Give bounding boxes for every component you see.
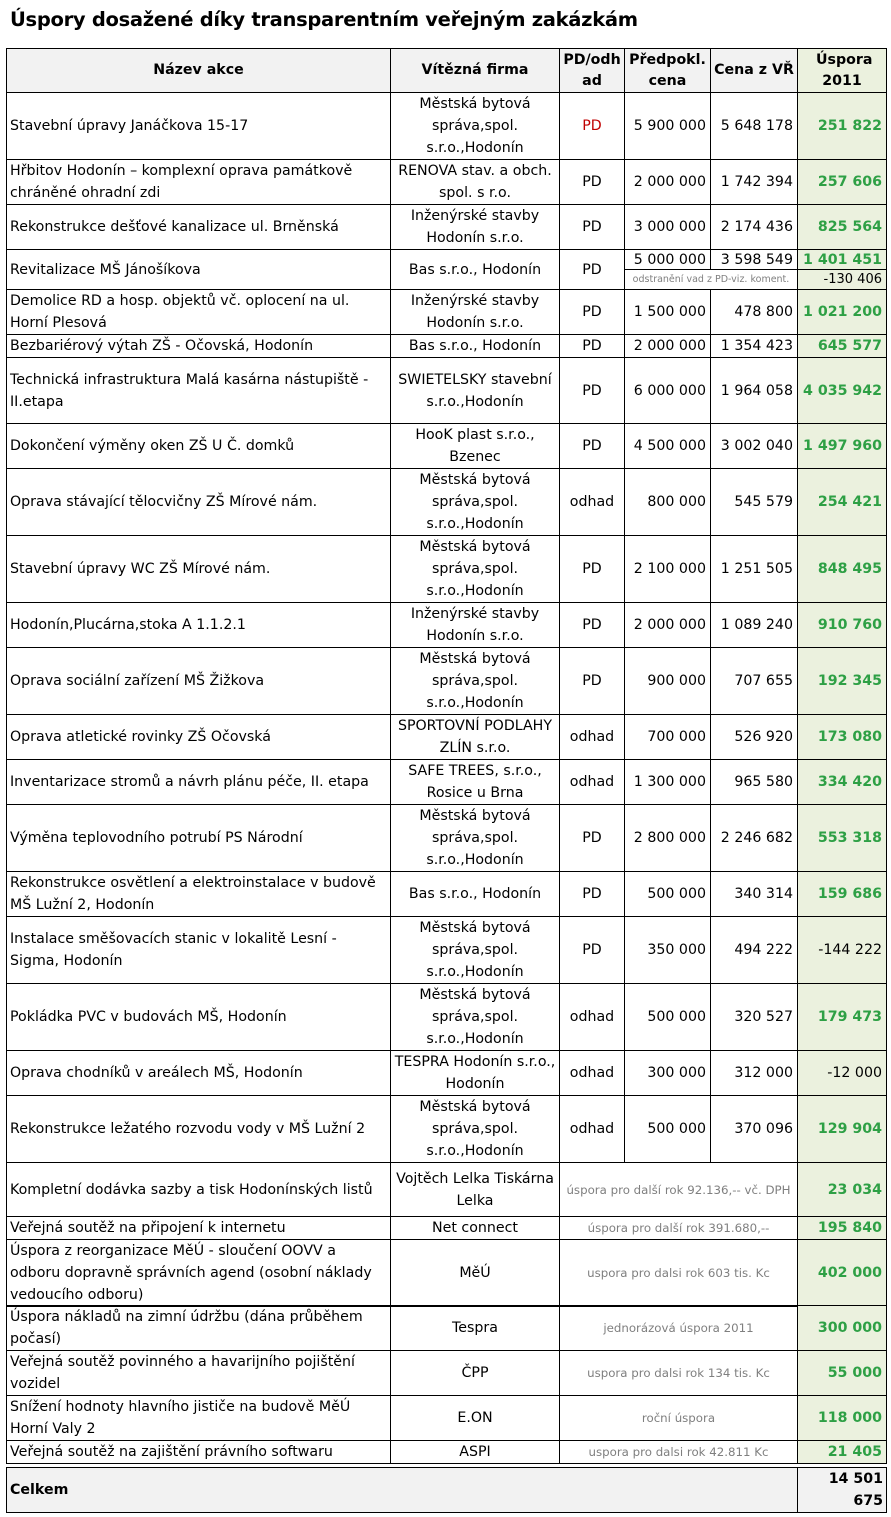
row-note: jednorázová úspora 2011 [560,1306,798,1351]
table-row [7,358,887,424]
row-name: Instalace směšovacích stanic v lokalitě Lesní - Sigma, Hodonín [7,917,391,984]
row-saving: 553 318 [798,805,887,872]
row-planned: 800 000 [625,469,711,536]
header-saving: Úspora 2011 [798,49,887,93]
row-saving: 129 904 [798,1096,887,1163]
row-planned: 6 000 000 [625,358,711,424]
row-saving: 195 840 [798,1217,887,1240]
table-row [7,1351,887,1396]
row-saving: 173 080 [798,715,887,760]
row-saving: 910 760 [798,603,887,648]
row-price: 2 174 436 [711,205,798,250]
row-planned: 2 800 000 [625,805,711,872]
table-row [7,760,887,805]
row-planned: 1 300 000 [625,760,711,805]
row-saving: 257 606 [798,160,887,205]
header-name: Název akce [7,49,391,93]
row-saving: 179 473 [798,984,887,1051]
row-firm: HooK plast s.r.o., Bzenec [391,424,560,469]
row-name: Demolice RD a hosp. objektů vč. oplocení na ul. Horní Plesová [7,290,391,335]
table-row [7,1240,887,1307]
row-pd: PD [560,805,625,872]
row-pd: PD [560,603,625,648]
row-firm: MěÚ [391,1240,560,1307]
row-firm: Městská bytová správa,spol. s.r.o.,Hodonín [391,984,560,1051]
row-firm: Městská bytová správa,spol. s.r.o.,Hodonín [391,469,560,536]
row-firm: Městská bytová správa,spol. s.r.o.,Hodonín [391,805,560,872]
total-value: 14 501 675 [798,1468,887,1513]
table-row [7,1096,887,1163]
row-planned: 500 000 [625,984,711,1051]
table-row [7,917,887,984]
row-saving: 251 822 [798,93,887,160]
row-firm: Městská bytová správa,spol. s.r.o.,Hodonín [391,93,560,160]
header-price: Cena z VŘ [711,49,798,93]
table-row [7,205,887,250]
row-planned: 3 000 000 [625,205,711,250]
row-planned: 500 000 [625,1096,711,1163]
row-price: 1 089 240 [711,603,798,648]
row-name: Stavební úpravy Janáčkova 15-17 [7,93,391,160]
row-planned: 300 000 [625,1051,711,1096]
total-label: Celkem [7,1468,798,1513]
table-row [7,1306,887,1351]
row-subnote: odstranění vad z PD-viz. koment. [625,270,798,290]
row-note: úspora pro další rok 391.680,-- [560,1217,798,1240]
row-sub-saving: -130 406 [798,270,887,290]
row-price: 3 598 549 [711,250,798,270]
row-saving: 55 000 [798,1351,887,1396]
table-row [7,603,887,648]
row-pd: PD [560,648,625,715]
row-note: uspora pro dalsi rok 603 tis. Kc [560,1240,798,1307]
row-saving: 334 420 [798,760,887,805]
row-note: úspora pro další rok 92.136,-- vč. DPH [560,1163,798,1217]
row-pd: odhad [560,1051,625,1096]
row-name: Kompletní dodávka sazby a tisk Hodonínských listů [7,1163,391,1217]
row-name: Úspora nákladů na zimní údržbu (dána průběhem počasí) [7,1306,391,1351]
row-name: Snížení hodnoty hlavního jističe na budově MěÚ Horní Valy 2 [7,1396,391,1441]
row-firm: SAFE TREES, s.r.o., Rosice u Brna [391,760,560,805]
row-price: 370 096 [711,1096,798,1163]
row-pd: PD [560,917,625,984]
row-planned: 4 500 000 [625,424,711,469]
row-pd: odhad [560,760,625,805]
table-row [7,1217,887,1240]
row-name: Oprava atletické rovinky ZŠ Očovská [7,715,391,760]
table-row [7,984,887,1051]
row-planned: 2 000 000 [625,335,711,358]
row-name: Hřbitov Hodonín – komplexní oprava památkově chráněné ohradní zdi [7,160,391,205]
row-firm: TESPRA Hodonín s.r.o., Hodonín [391,1051,560,1096]
header-planned: Předpokl. cena [625,49,711,93]
row-planned: 5 900 000 [625,93,711,160]
row-firm: ČPP [391,1351,560,1396]
table-row [7,648,887,715]
row-price: 1 964 058 [711,358,798,424]
row-name: Oprava sociální zařízení MŠ Žižkova [7,648,391,715]
row-planned: 5 000 000 [625,250,711,270]
row-pd: odhad [560,1096,625,1163]
row-planned: 2 000 000 [625,603,711,648]
row-price: 320 527 [711,984,798,1051]
row-saving: 192 345 [798,648,887,715]
page-title: Úspory dosažené díky transparentním veřejným zakázkám [10,8,638,31]
row-planned: 2 100 000 [625,536,711,603]
row-name: Veřejná soutěž na zajištění právního softwaru [7,1441,391,1464]
table-row [7,872,887,917]
row-saving: 23 034 [798,1163,887,1217]
row-price: 1 742 394 [711,160,798,205]
row-firm: Vojtěch Lelka Tiskárna Lelka [391,1163,560,1217]
row-price: 494 222 [711,917,798,984]
table-row [7,335,887,358]
table-row [7,1396,887,1441]
row-name: Veřejná soutěž povinného a havarijního pojištění vozidel [7,1351,391,1396]
row-firm: Městská bytová správa,spol. s.r.o.,Hodonín [391,917,560,984]
row-pd: odhad [560,715,625,760]
row-price: 707 655 [711,648,798,715]
row-price: 1 251 505 [711,536,798,603]
table-row [7,536,887,603]
table-row [7,93,887,160]
row-name: Technická infrastruktura Malá kasárna nástupiště - II.etapa [7,358,391,424]
row-saving: 159 686 [798,872,887,917]
row-saving: 825 564 [798,205,887,250]
row-planned: 900 000 [625,648,711,715]
row-name: Oprava chodníků v areálech MŠ, Hodonín [7,1051,391,1096]
row-saving: -144 222 [798,917,887,984]
table-row [7,1441,887,1464]
row-planned: 1 500 000 [625,290,711,335]
row-saving: 645 577 [798,335,887,358]
table-row [7,469,887,536]
header-pd: PD/odhad [560,49,625,93]
row-price: 340 314 [711,872,798,917]
row-price: 478 800 [711,290,798,335]
row-firm: E.ON [391,1396,560,1441]
table-header-row [7,49,887,93]
row-name: Rekonstrukce dešťové kanalizace ul. Brněnská [7,205,391,250]
row-saving: 4 035 942 [798,358,887,424]
table-row [7,805,887,872]
row-saving: 118 000 [798,1396,887,1441]
table-row [7,1051,887,1096]
row-price: 526 920 [711,715,798,760]
row-saving: 21 405 [798,1441,887,1464]
row-firm: Inženýrské stavby Hodonín s.r.o. [391,205,560,250]
row-name: Bezbariérový výtah ZŠ - Očovská, Hodonín [7,335,391,358]
row-pd: PD [560,205,625,250]
row-name: Dokončení výměny oken ZŠ U Č. domků [7,424,391,469]
row-firm: Bas s.r.o., Hodonín [391,335,560,358]
row-pd: PD [560,424,625,469]
total-row [7,1468,887,1513]
row-pd: PD [560,536,625,603]
row-firm: Net connect [391,1217,560,1240]
row-firm: Inženýrské stavby Hodonín s.r.o. [391,290,560,335]
row-note: uspora pro dalsi rok 42.811 Kc [560,1441,798,1464]
row-name: Hodonín,Plucárna,stoka A 1.1.2.1 [7,603,391,648]
row-pd: PD [560,160,625,205]
savings-table-other [6,1305,887,1464]
row-name: Revitalizace MŠ Jánošíkova [7,250,391,290]
row-firm: Městská bytová správa,spol. s.r.o.,Hodonín [391,648,560,715]
row-name: Stavební úpravy WC ZŠ Mírové nám. [7,536,391,603]
row-name: Rekonstrukce osvětlení a elektroinstalace v budově MŠ Lužní 2, Hodonín [7,872,391,917]
row-pd: PD [560,358,625,424]
row-saving: 402 000 [798,1240,887,1307]
row-name: Rekonstrukce ležatého rozvodu vody v MŠ Lužní 2 [7,1096,391,1163]
row-saving: 300 000 [798,1306,887,1351]
row-firm: Městská bytová správa,spol. s.r.o.,Hodonín [391,1096,560,1163]
row-saving: 848 495 [798,536,887,603]
row-pd: PD [560,290,625,335]
row-price: 312 000 [711,1051,798,1096]
row-name: Pokládka PVC v budovách MŠ, Hodonín [7,984,391,1051]
row-pd: PD [560,250,625,290]
table-row [7,250,887,270]
row-price: 5 648 178 [711,93,798,160]
row-firm: RENOVA stav. a obch. spol. s r.o. [391,160,560,205]
row-saving: 1 497 960 [798,424,887,469]
row-pd: odhad [560,469,625,536]
row-note: uspora pro dalsi rok 134 tis. Kc [560,1351,798,1396]
row-firm: Tespra [391,1306,560,1351]
table-row [7,715,887,760]
table-row [7,290,887,335]
row-note: roční úspora [560,1396,798,1441]
row-name: Výměna teplovodního potrubí PS Národní [7,805,391,872]
row-price: 1 354 423 [711,335,798,358]
header-firm: Vítězná firma [391,49,560,93]
row-price: 3 002 040 [711,424,798,469]
row-price: 2 246 682 [711,805,798,872]
total-table [6,1467,887,1513]
table-row [7,424,887,469]
row-name: Inventarizace stromů a návrh plánu péče, II. etapa [7,760,391,805]
row-price: 965 580 [711,760,798,805]
row-saving: 254 421 [798,469,887,536]
row-name: Úspora z reorganizace MěÚ - sloučení OOVV a odboru dopravně správních agend (osobní náklady vedoucího odboru) [7,1240,391,1307]
table-row [7,1163,887,1217]
row-firm: SPORTOVNÍ PODLAHY ZLÍN s.r.o. [391,715,560,760]
row-pd: PD [560,93,625,160]
row-saving: -12 000 [798,1051,887,1096]
row-planned: 500 000 [625,872,711,917]
row-price: 545 579 [711,469,798,536]
row-firm: ASPI [391,1441,560,1464]
row-name: Veřejná soutěž na připojení k internetu [7,1217,391,1240]
row-firm: SWIETELSKY stavební s.r.o.,Hodonín [391,358,560,424]
row-planned: 350 000 [625,917,711,984]
row-pd: PD [560,335,625,358]
row-pd: PD [560,872,625,917]
row-name: Oprava stávající tělocvičny ZŠ Mírové nám. [7,469,391,536]
row-saving: 1 401 451 [798,250,887,270]
row-firm: Inženýrské stavby Hodonín s.r.o. [391,603,560,648]
row-planned: 2 000 000 [625,160,711,205]
table-row [7,160,887,205]
savings-table [6,48,887,1307]
row-firm: Bas s.r.o., Hodonín [391,250,560,290]
row-saving: 1 021 200 [798,290,887,335]
row-firm: Městská bytová správa,spol. s.r.o.,Hodonín [391,536,560,603]
row-firm: Bas s.r.o., Hodonín [391,872,560,917]
row-planned: 700 000 [625,715,711,760]
row-pd: odhad [560,984,625,1051]
